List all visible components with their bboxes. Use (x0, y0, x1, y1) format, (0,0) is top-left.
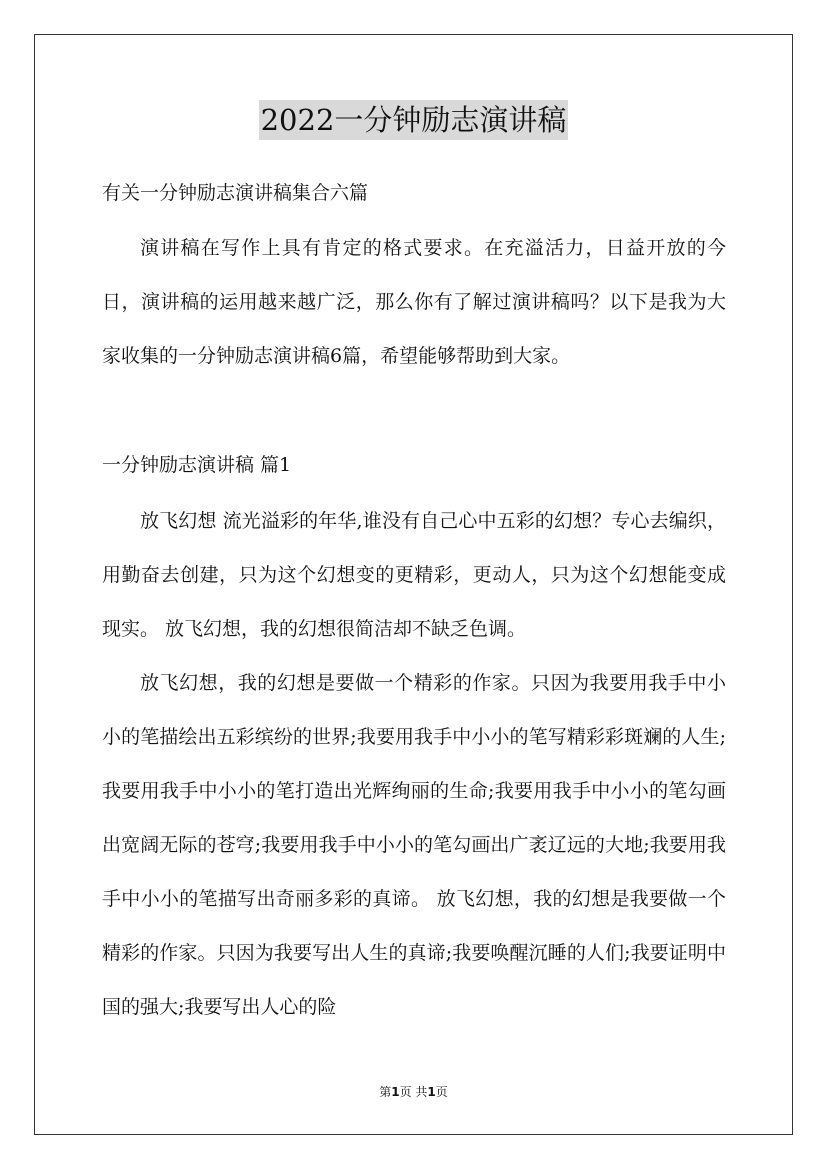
body-paragraph-2: 放飞幻想，我的幻想是要做一个精彩的作家。只因为我要用我手中小小的笔描绘出五彩缤纷的世界;我要用我手中小小的笔写精彩彩斑斓的人生;我要用我手中小小的笔打造出光辉绚丽的生命;我要用我手中小小的笔勾画出宽阔无际的苍穹;我要用我手中小小的笔勾画出广袤辽远的大地;我要用我手中小小的笔描写出奇丽多彩的真谛。 放飞幻想，我的幻想是我要做一个精彩的作家。只因为我要写出人生的真谛;我要唤醒沉睡的人们;我要证明中国的强大;我要写出人心的险 (102, 672, 726, 1018)
footer-page-total: 1 (427, 1085, 436, 1099)
document-title: 2022一分钟励志演讲稿 (259, 100, 569, 140)
intro-paragraph: 演讲稿在写作上具有肯定的格式要求。在充溢活力，日益开放的今日，演讲稿的运用越来越广泛，那么你有了解过演讲稿吗？以下是我为大家收集的一分钟励志演讲稿6篇，希望能够帮助到大家。 (102, 237, 726, 367)
footer-suffix: 页 (435, 1085, 448, 1099)
title-container (0, 100, 827, 140)
footer-page-current: 1 (391, 1085, 400, 1099)
page-footer (0, 1084, 827, 1100)
document-subtitle: 有关一分钟励志演讲稿集合六篇 (102, 182, 369, 204)
footer-middle: 页 共 (399, 1085, 428, 1099)
body-paragraph-1: 放飞幻想 流光溢彩的年华,谁没有自己心中五彩的幻想？专心去编织，用勤奋去创建，只为这个幻想变的更精彩，更动人，只为这个幻想能变成现实。 放飞幻想，我的幻想很简洁却不缺乏色调。 (102, 510, 726, 640)
footer-prefix: 第 (379, 1085, 392, 1099)
section-heading: 一分钟励志演讲稿 篇1 (102, 454, 292, 476)
